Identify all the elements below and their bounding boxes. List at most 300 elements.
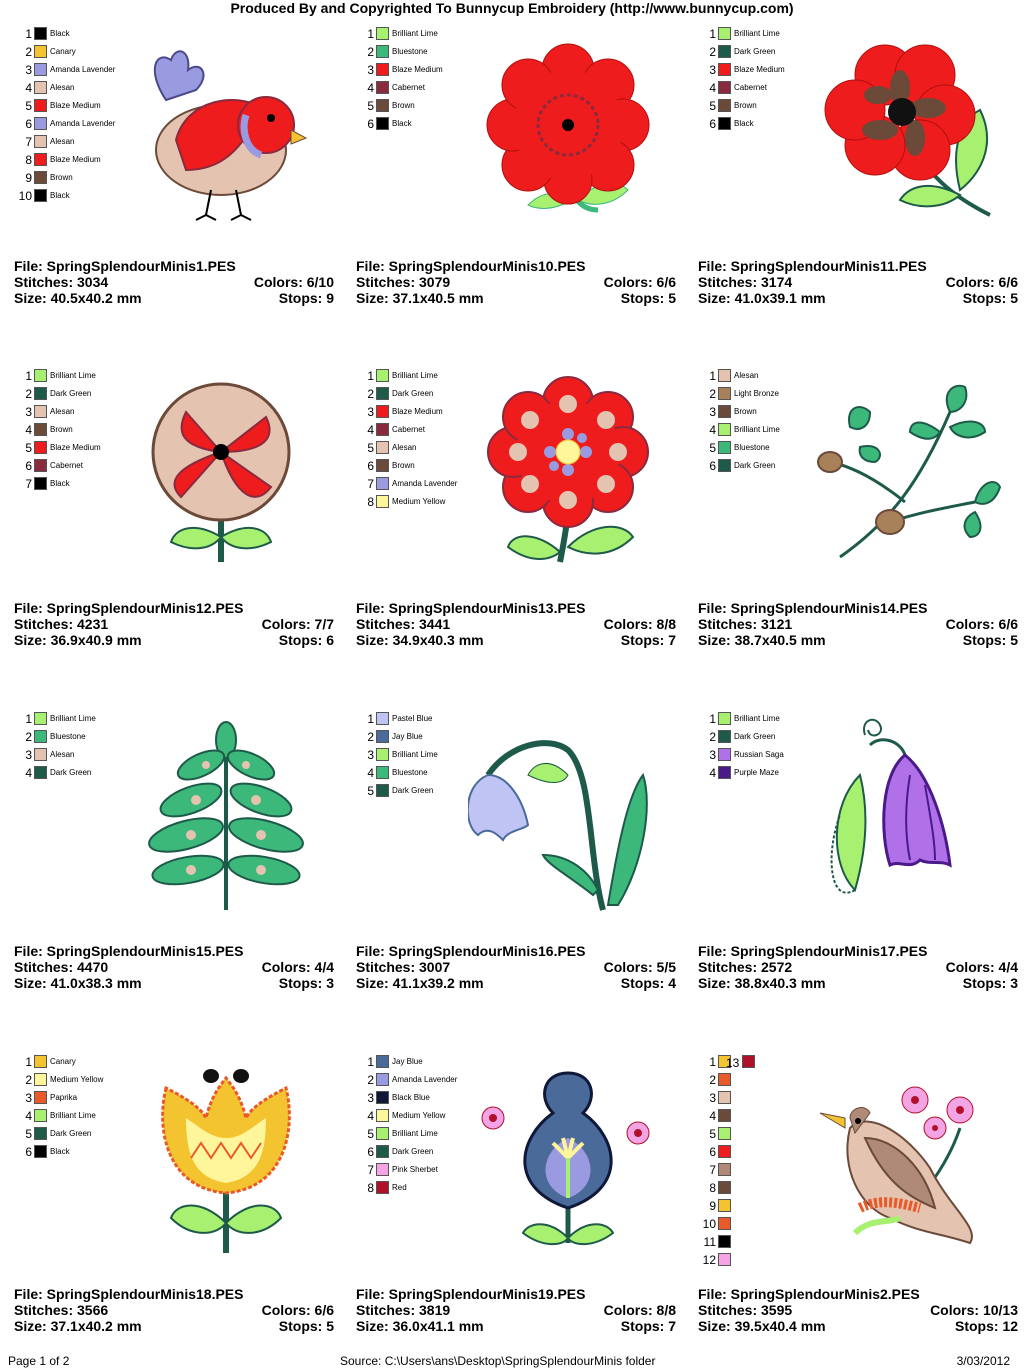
thread-swatch	[742, 1055, 755, 1068]
thread-number: 3	[367, 63, 374, 77]
thread-swatch	[34, 477, 47, 490]
thread-swatch	[376, 99, 389, 112]
thread-swatch	[718, 1199, 731, 1212]
thread-name: Cabernet	[392, 425, 425, 434]
stop-count: Stops: 6	[278, 632, 334, 648]
thread-name: Blaze Medium	[50, 155, 101, 164]
thread-number: 4	[367, 81, 374, 95]
thread-number: 4	[367, 766, 374, 780]
thread-number: 5	[709, 1127, 716, 1141]
thread-number: 2	[367, 730, 374, 744]
thread-number: 3	[709, 748, 716, 762]
color-count: Colors: 4/4	[945, 959, 1018, 975]
design-size: Size: 36.9x40.9 mm	[14, 632, 142, 648]
thread-number: 5	[25, 441, 32, 455]
stitch-count: Stitches: 3595	[698, 1302, 793, 1318]
design-size: Size: 40.5x40.2 mm	[14, 290, 142, 306]
thread-swatch	[34, 387, 47, 400]
design-size: Size: 41.0x39.1 mm	[698, 290, 826, 306]
file-name: File: SpringSplendourMinis18.PES	[14, 1286, 244, 1302]
thread-swatch	[718, 748, 731, 761]
thread-number: 1	[25, 712, 32, 726]
stop-count: Stops: 4	[620, 975, 676, 991]
thread-name: Brown	[392, 101, 415, 110]
thread-name: Brilliant Lime	[392, 371, 438, 380]
thread-swatch	[718, 99, 731, 112]
thread-number: 3	[25, 748, 32, 762]
thread-swatch	[376, 459, 389, 472]
thread-number: 10	[702, 1217, 716, 1231]
thread-number: 1	[25, 369, 32, 383]
thread-swatch	[718, 766, 731, 779]
thread-number: 13	[726, 1056, 740, 1070]
design-preview-image	[468, 1058, 668, 1258]
design-card	[690, 0, 1024, 342]
color-count: Colors: 6/6	[261, 1302, 334, 1318]
thread-name: Dark Green	[734, 461, 776, 470]
design-card	[348, 685, 688, 1027]
stop-count: Stops: 12	[954, 1318, 1018, 1334]
thread-swatch	[34, 153, 47, 166]
thread-name: Brilliant Lime	[734, 29, 780, 38]
file-name: File: SpringSplendourMinis15.PES	[14, 943, 244, 959]
thread-swatch	[34, 1073, 47, 1086]
thread-number: 2	[367, 387, 374, 401]
thread-number: 6	[25, 459, 32, 473]
thread-name: Alesan	[50, 83, 75, 92]
thread-name: Bluestone	[734, 443, 770, 452]
stitch-count: Stitches: 3441	[356, 616, 451, 632]
thread-swatch	[376, 712, 389, 725]
design-size: Size: 39.5x40.4 mm	[698, 1318, 826, 1334]
thread-swatch	[376, 81, 389, 94]
stitch-count: Stitches: 4231	[14, 616, 109, 632]
thread-swatch	[34, 63, 47, 76]
thread-swatch	[718, 81, 731, 94]
thread-swatch	[718, 1235, 731, 1248]
thread-swatch	[34, 766, 47, 779]
thread-swatch	[718, 117, 731, 130]
thread-number: 1	[367, 712, 374, 726]
thread-name: Black	[734, 119, 754, 128]
design-preview-image	[126, 1058, 326, 1258]
color-count: Colors: 6/6	[603, 274, 676, 290]
design-preview-image	[468, 372, 668, 572]
thread-swatch	[376, 748, 389, 761]
thread-name: Cabernet	[50, 461, 83, 470]
thread-number: 11	[703, 1235, 716, 1249]
design-preview-image	[468, 30, 668, 230]
design-preview-image	[126, 715, 326, 915]
thread-swatch	[34, 405, 47, 418]
thread-name: Medium Yellow	[392, 497, 446, 506]
stitch-count: Stitches: 2572	[698, 959, 793, 975]
thread-swatch	[718, 45, 731, 58]
file-name: File: SpringSplendourMinis12.PES	[14, 600, 244, 616]
thread-name: Brilliant Lime	[734, 714, 780, 723]
thread-name: Black	[392, 119, 412, 128]
thread-swatch	[376, 766, 389, 779]
thread-name: Black	[50, 479, 70, 488]
thread-swatch	[376, 369, 389, 382]
design-size: Size: 41.1x39.2 mm	[356, 975, 484, 991]
source-path: Source: C:\Users\ans\Desktop\SpringSplendourMinis folder	[340, 1354, 656, 1368]
thread-number: 2	[709, 1073, 716, 1087]
thread-swatch	[34, 730, 47, 743]
design-info	[698, 258, 1018, 306]
thread-name: Paprika	[50, 1093, 78, 1102]
thread-swatch	[376, 1109, 389, 1122]
thread-swatch	[376, 45, 389, 58]
thread-name: Dark Green	[392, 1147, 434, 1156]
thread-number: 4	[709, 766, 716, 780]
stop-count: Stops: 7	[620, 1318, 676, 1334]
thread-number: 5	[709, 99, 716, 113]
thread-number: 2	[25, 387, 32, 401]
thread-swatch	[718, 1145, 731, 1158]
design-size: Size: 38.8x40.3 mm	[698, 975, 826, 991]
thread-name: Brilliant Lime	[734, 425, 780, 434]
color-count: Colors: 6/6	[945, 274, 1018, 290]
thread-swatch	[718, 387, 731, 400]
stitch-count: Stitches: 3121	[698, 616, 793, 632]
thread-name: Brilliant Lime	[50, 714, 96, 723]
thread-swatch	[34, 81, 47, 94]
design-size: Size: 37.1x40.2 mm	[14, 1318, 142, 1334]
thread-name: Amanda Lavender	[50, 65, 116, 74]
thread-number: 3	[709, 405, 716, 419]
thread-name: Canary	[50, 1057, 76, 1066]
thread-swatch	[718, 441, 731, 454]
print-date: 3/03/2012	[956, 1354, 1010, 1368]
thread-name: Amanda Lavender	[392, 1075, 458, 1084]
thread-name: Dark Green	[734, 47, 776, 56]
thread-number: 4	[709, 81, 716, 95]
thread-swatch	[34, 1055, 47, 1068]
thread-swatch	[376, 441, 389, 454]
design-info	[698, 1286, 1018, 1334]
stitch-count: Stitches: 3566	[14, 1302, 109, 1318]
thread-swatch	[718, 27, 731, 40]
design-card	[690, 685, 1024, 1027]
thread-number: 6	[367, 1145, 374, 1159]
thread-name: Red	[392, 1183, 407, 1192]
thread-name: Brilliant Lime	[392, 1129, 438, 1138]
thread-name: Cabernet	[392, 83, 425, 92]
thread-number: 6	[25, 1145, 32, 1159]
thread-name: Blaze Medium	[734, 65, 785, 74]
thread-swatch	[718, 1073, 731, 1086]
thread-name: Purple Maze	[734, 768, 779, 777]
thread-number: 1	[709, 27, 716, 41]
thread-number: 1	[709, 369, 716, 383]
stop-count: Stops: 5	[278, 1318, 334, 1334]
thread-number: 7	[367, 1163, 374, 1177]
thread-name: Black	[50, 1147, 70, 1156]
design-preview-image	[810, 372, 1010, 572]
color-count: Colors: 10/13	[930, 1302, 1018, 1318]
design-card	[348, 0, 688, 342]
stitch-count: Stitches: 3079	[356, 274, 451, 290]
design-info	[356, 600, 676, 648]
thread-name: Dark Green	[734, 732, 776, 741]
thread-swatch	[376, 1163, 389, 1176]
thread-swatch	[718, 1253, 731, 1266]
file-name: File: SpringSplendourMinis17.PES	[698, 943, 928, 959]
file-name: File: SpringSplendourMinis10.PES	[356, 258, 586, 274]
design-preview-image	[810, 30, 1010, 230]
thread-swatch	[718, 459, 731, 472]
thread-number: 4	[25, 1109, 32, 1123]
thread-number: 12	[702, 1253, 716, 1267]
thread-number: 4	[709, 423, 716, 437]
design-card	[690, 342, 1024, 684]
thread-name: Russian Saga	[734, 750, 784, 759]
thread-name: Blaze Medium	[392, 65, 443, 74]
thread-swatch	[34, 459, 47, 472]
thread-swatch	[718, 369, 731, 382]
design-card	[6, 1028, 346, 1370]
stitch-count: Stitches: 3034	[14, 274, 109, 290]
file-name: File: SpringSplendourMinis1.PES	[14, 258, 236, 274]
file-name: File: SpringSplendourMinis2.PES	[698, 1286, 920, 1302]
thread-name: Alesan	[50, 137, 75, 146]
thread-number: 7	[709, 1163, 716, 1177]
thread-name: Alesan	[50, 750, 75, 759]
stop-count: Stops: 9	[278, 290, 334, 306]
thread-swatch	[718, 1163, 731, 1176]
thread-swatch	[34, 189, 47, 202]
thread-swatch	[34, 1127, 47, 1140]
thread-name: Brown	[50, 425, 73, 434]
design-size: Size: 36.0x41.1 mm	[356, 1318, 484, 1334]
stop-count: Stops: 3	[278, 975, 334, 991]
thread-number: 4	[25, 423, 32, 437]
thread-number: 3	[25, 405, 32, 419]
thread-number: 6	[709, 459, 716, 473]
thread-number: 6	[709, 1145, 716, 1159]
file-name: File: SpringSplendourMinis19.PES	[356, 1286, 586, 1302]
thread-number: 8	[25, 153, 32, 167]
thread-swatch	[376, 784, 389, 797]
thread-number: 7	[367, 477, 374, 491]
design-info	[356, 258, 676, 306]
thread-name: Cabernet	[734, 83, 767, 92]
thread-number: 2	[367, 45, 374, 59]
stitch-count: Stitches: 4470	[14, 959, 109, 975]
thread-swatch	[718, 63, 731, 76]
thread-number: 3	[709, 1091, 716, 1105]
thread-number: 9	[709, 1199, 716, 1213]
thread-number: 5	[367, 441, 374, 455]
design-card	[6, 685, 346, 1027]
thread-swatch	[718, 1127, 731, 1140]
thread-name: Bluestone	[50, 732, 86, 741]
thread-swatch	[376, 27, 389, 40]
thread-number: 2	[25, 1073, 32, 1087]
thread-name: Dark Green	[50, 389, 92, 398]
design-preview-image	[468, 715, 668, 915]
thread-swatch	[376, 423, 389, 436]
thread-swatch	[34, 1145, 47, 1158]
thread-name: Pastel Blue	[392, 714, 433, 723]
thread-name: Brown	[392, 461, 415, 470]
thread-name: Dark Green	[392, 389, 434, 398]
color-count: Colors: 8/8	[603, 1302, 676, 1318]
thread-name: Medium Yellow	[392, 1111, 446, 1120]
thread-number: 3	[367, 1091, 374, 1105]
thread-name: Brilliant Lime	[50, 1111, 96, 1120]
thread-name: Black	[50, 29, 70, 38]
design-info	[14, 258, 334, 306]
thread-number: 4	[25, 766, 32, 780]
thread-number: 1	[25, 27, 32, 41]
thread-swatch	[34, 1091, 47, 1104]
stop-count: Stops: 7	[620, 632, 676, 648]
thread-number: 5	[25, 99, 32, 113]
thread-name: Blaze Medium	[50, 443, 101, 452]
thread-swatch	[376, 117, 389, 130]
color-count: Colors: 5/5	[603, 959, 676, 975]
thread-number: 3	[367, 405, 374, 419]
thread-swatch	[718, 405, 731, 418]
thread-number: 3	[25, 63, 32, 77]
thread-swatch	[376, 730, 389, 743]
thread-swatch	[376, 387, 389, 400]
design-size: Size: 37.1x40.5 mm	[356, 290, 484, 306]
thread-swatch	[718, 423, 731, 436]
stop-count: Stops: 5	[620, 290, 676, 306]
thread-name: Blaze Medium	[50, 101, 101, 110]
thread-number: 5	[25, 1127, 32, 1141]
design-preview-image	[126, 30, 326, 230]
thread-name: Canary	[50, 47, 76, 56]
thread-swatch	[376, 1127, 389, 1140]
thread-name: Black Blue	[392, 1093, 430, 1102]
thread-number: 6	[25, 117, 32, 131]
thread-name: Medium Yellow	[50, 1075, 104, 1084]
thread-number: 2	[709, 45, 716, 59]
thread-name: Jay Blue	[392, 732, 423, 741]
thread-swatch	[34, 441, 47, 454]
thread-name: Alesan	[734, 371, 759, 380]
thread-swatch	[718, 1181, 731, 1194]
thread-name: Brown	[734, 101, 757, 110]
stitch-count: Stitches: 3007	[356, 959, 451, 975]
color-count: Colors: 6/10	[253, 274, 334, 290]
stitch-count: Stitches: 3174	[698, 274, 793, 290]
thread-number: 1	[367, 1055, 374, 1069]
thread-name: Alesan	[50, 407, 75, 416]
thread-name: Black	[50, 191, 70, 200]
stop-count: Stops: 3	[962, 975, 1018, 991]
page-header: Produced By and Copyrighted To Bunnycup Embroidery (http://www.bunnycup.com)	[230, 0, 794, 16]
design-info	[14, 943, 334, 991]
color-count: Colors: 4/4	[261, 959, 334, 975]
thread-number: 2	[709, 730, 716, 744]
thread-name: Brown	[50, 173, 73, 182]
thread-number: 6	[367, 117, 374, 131]
design-info	[356, 943, 676, 991]
thread-swatch	[34, 45, 47, 58]
design-card	[348, 342, 688, 684]
thread-number: 10	[18, 189, 32, 203]
design-info	[698, 600, 1018, 648]
stop-count: Stops: 5	[962, 290, 1018, 306]
file-name: File: SpringSplendourMinis16.PES	[356, 943, 586, 959]
color-count: Colors: 6/6	[945, 616, 1018, 632]
file-name: File: SpringSplendourMinis14.PES	[698, 600, 928, 616]
thread-number: 6	[367, 459, 374, 473]
thread-name: Bluestone	[392, 47, 428, 56]
thread-swatch	[718, 712, 731, 725]
thread-swatch	[718, 1091, 731, 1104]
thread-number: 5	[709, 441, 716, 455]
thread-swatch	[718, 1217, 731, 1230]
thread-swatch	[376, 405, 389, 418]
thread-number: 8	[367, 1181, 374, 1195]
thread-swatch	[34, 117, 47, 130]
thread-swatch	[376, 63, 389, 76]
thread-number: 8	[367, 495, 374, 509]
thread-number: 2	[25, 45, 32, 59]
file-name: File: SpringSplendourMinis13.PES	[356, 600, 586, 616]
thread-number: 7	[25, 135, 32, 149]
thread-number: 1	[709, 712, 716, 726]
thread-swatch	[376, 1073, 389, 1086]
thread-swatch	[376, 1055, 389, 1068]
design-info	[14, 600, 334, 648]
thread-swatch	[34, 369, 47, 382]
design-size: Size: 34.9x40.3 mm	[356, 632, 484, 648]
page-number: Page 1 of 2	[8, 1354, 70, 1368]
stitch-count: Stitches: 3819	[356, 1302, 451, 1318]
thread-number: 4	[709, 1109, 716, 1123]
thread-number: 3	[709, 63, 716, 77]
thread-name: Brilliant Lime	[50, 371, 96, 380]
thread-number: 4	[367, 423, 374, 437]
thread-number: 2	[25, 730, 32, 744]
thread-name: Amanda Lavender	[392, 479, 458, 488]
thread-number: 4	[25, 81, 32, 95]
design-info	[698, 943, 1018, 991]
thread-number: 1	[367, 27, 374, 41]
design-preview-image	[126, 372, 326, 572]
thread-name: Dark Green	[392, 786, 434, 795]
thread-number: 5	[367, 784, 374, 798]
thread-name: Jay Blue	[392, 1057, 423, 1066]
thread-name: Blaze Medium	[392, 407, 443, 416]
color-count: Colors: 7/7	[261, 616, 334, 632]
thread-swatch	[376, 1181, 389, 1194]
design-preview-image	[810, 1058, 1010, 1258]
thread-number: 3	[25, 1091, 32, 1105]
thread-swatch	[376, 1091, 389, 1104]
thread-swatch	[376, 1145, 389, 1158]
thread-number: 5	[367, 1127, 374, 1141]
design-info	[14, 1286, 334, 1334]
thread-swatch	[34, 1109, 47, 1122]
design-card	[348, 1028, 688, 1370]
stop-count: Stops: 5	[962, 632, 1018, 648]
thread-name: Dark Green	[50, 1129, 92, 1138]
thread-number: 1	[709, 1055, 716, 1069]
thread-swatch	[34, 171, 47, 184]
thread-name: Brown	[734, 407, 757, 416]
color-count: Colors: 8/8	[603, 616, 676, 632]
thread-name: Pink Sherbet	[392, 1165, 438, 1174]
thread-swatch	[34, 712, 47, 725]
